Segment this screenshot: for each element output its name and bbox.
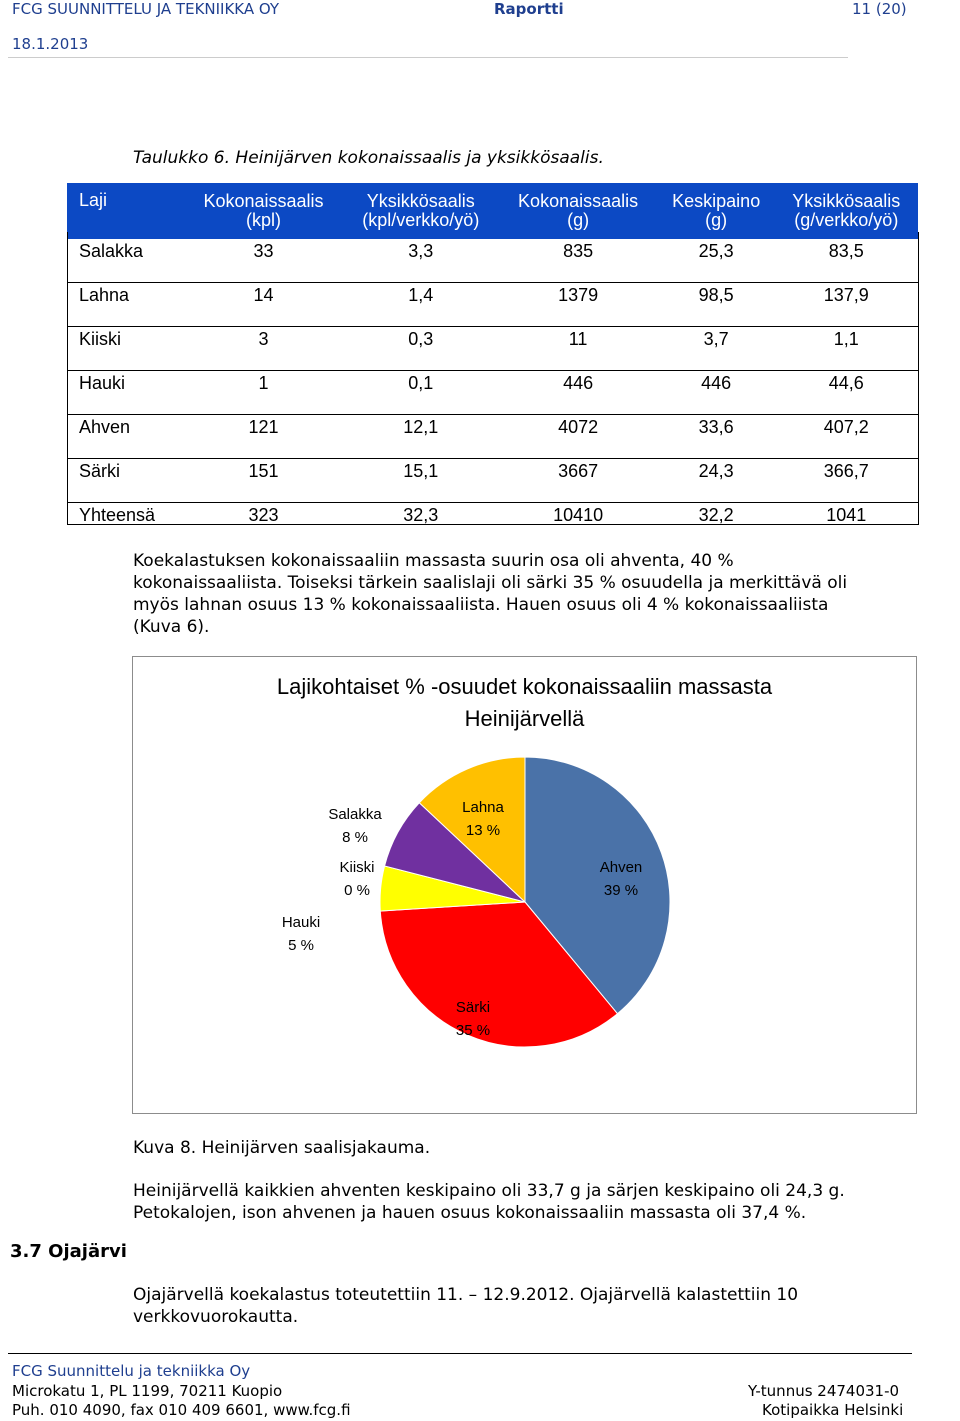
- table-cell: 32,2: [658, 503, 775, 547]
- slice-label-percent: 35 %: [455, 1022, 491, 1039]
- table-cell: 24,3: [658, 459, 775, 503]
- text-line: Heinijärvellä kaikkien ahventen keskipaino oli 33,7 g ja särjen keskipaino oli 24,3 g.: [133, 1181, 845, 1201]
- table-cell: 3: [184, 327, 343, 371]
- text-line: kokonaissaaliista. Toiseksi tärkein saalislaji oli särki 35 % osuudella ja merkittävä oli: [133, 573, 848, 593]
- table-row: [67, 283, 918, 327]
- table-cell: 446: [658, 371, 775, 415]
- table-cell: Särki: [67, 459, 184, 503]
- slice-label-percent: 0 %: [344, 882, 370, 899]
- table-cell: 1,1: [775, 327, 918, 371]
- text-line: myös lahnan osuus 13 % kokonaissaaliista. Hauen osuus oli 4 % kokonaissaaliista: [133, 595, 829, 615]
- footer-business-id: Y-tunnus 2474031-0: [748, 1382, 900, 1400]
- table-caption: Taulukko 6. Heinijärven kokonaissaalis ja yksikkösaalis.: [133, 148, 604, 168]
- slice-label-name: Hauki: [281, 914, 321, 931]
- table-cell: 446: [498, 371, 657, 415]
- table-row: [67, 239, 918, 283]
- table-row: [67, 327, 918, 371]
- header-yksikkosaalis-g: Yksikkösaalis (g/verkko/yö): [775, 183, 918, 239]
- slice-label-name: Lahna: [462, 799, 504, 816]
- pie-chart-frame: [132, 656, 917, 1114]
- text-line: verkkovuorokautta.: [133, 1307, 299, 1327]
- footer-phone: Puh. 010 4090, fax 010 409 6601, www.fcg.fi: [12, 1401, 351, 1419]
- table-row: [67, 503, 918, 547]
- table-cell: 15,1: [343, 459, 498, 503]
- catch-table: [67, 183, 918, 546]
- pie-chart: [133, 657, 916, 1113]
- table-cell: Ahven: [67, 415, 184, 459]
- header-divider: [8, 57, 848, 58]
- table-cell: 12,1: [343, 415, 498, 459]
- table-cell: 1,4: [343, 283, 498, 327]
- slice-label-percent: 8 %: [342, 829, 368, 846]
- header-yksikkosaalis-kpl: Yksikkösaalis (kpl/verkko/yö): [343, 183, 498, 239]
- table-cell: 4072: [498, 415, 657, 459]
- table-cell: 151: [184, 459, 343, 503]
- table-cell: 1: [184, 371, 343, 415]
- table-cell: 3,7: [658, 327, 775, 371]
- paragraph-weights: [133, 1180, 845, 1224]
- table-cell: 1379: [498, 283, 657, 327]
- table-cell: 137,9: [775, 283, 918, 327]
- header-company: FCG SUUNNITTELU JA TEKNIIKKA OY: [12, 0, 280, 18]
- table-cell: 323: [184, 503, 343, 547]
- table-cell: 33: [253, 241, 274, 261]
- table-cell: 3667: [498, 459, 657, 503]
- table-cell: Lahna: [67, 283, 184, 327]
- slice-label-percent: 13 %: [465, 822, 501, 839]
- footer-address: Microkatu 1, PL 1199, 70211 Kuopio: [12, 1382, 283, 1400]
- table-cell: 98,5: [658, 283, 775, 327]
- table-cell: 835: [563, 241, 594, 261]
- table-cell: 83,5: [828, 241, 864, 261]
- header-kokonaissaalis-kpl: Kokonaissaalis (kpl): [184, 183, 343, 239]
- table-cell: 407,2: [775, 415, 918, 459]
- paragraph-ojajarvi: [133, 1284, 798, 1328]
- slice-label-name: Salakka: [328, 806, 382, 823]
- table-cell: 14: [184, 283, 343, 327]
- section-title: 3.7 Ojajärvi: [10, 1241, 127, 1262]
- table-header-row: [67, 183, 918, 239]
- slice-label-percent: 5 %: [288, 937, 314, 954]
- table-cell: Salakka: [79, 241, 144, 261]
- table-cell: 366,7: [775, 459, 918, 503]
- table-cell: 3,3: [408, 241, 434, 261]
- chart-title-line-1: Lajikohtaiset % -osuudet kokonaissaaliin massasta: [276, 674, 773, 699]
- table-cell: Yhteensä: [67, 503, 184, 547]
- footer-divider: [8, 1353, 912, 1354]
- table-cell: 0,1: [343, 371, 498, 415]
- table-row: [67, 415, 918, 459]
- table-cell: 33,6: [658, 415, 775, 459]
- slice-label-name: Ahven: [599, 859, 643, 876]
- header-page-number: 11 (20): [852, 0, 907, 18]
- slice-label-name: Kiiski: [339, 859, 375, 876]
- table-row: [67, 371, 918, 415]
- text-line: Ojajärvellä koekalastus toteutettiin 11. – 12.9.2012. Ojajärvellä kalastettiin 10: [133, 1285, 799, 1305]
- table-cell: 1041: [775, 503, 918, 547]
- table-cell: Kiiski: [67, 327, 184, 371]
- header-keskipaino: Keskipaino (g): [658, 183, 775, 239]
- figure-caption: Kuva 8. Heinijärven saalisjakauma.: [133, 1138, 431, 1158]
- table-cell: 11: [498, 327, 657, 371]
- slice-label-name: Särki: [455, 999, 491, 1016]
- table-cell: 32,3: [343, 503, 498, 547]
- header-kokonaissaalis-g: Kokonaissaalis (g): [498, 183, 657, 239]
- text-line: Koekalastuksen kokonaissaaliin massasta suurin osa oli ahventa, 40 %: [133, 551, 734, 571]
- header-doc-type: Raportti: [494, 0, 564, 18]
- text-line: Petokalojen, ison ahvenen ja hauen osuus kokonaissaaliin massasta oli 37,4 %.: [133, 1203, 807, 1223]
- slice-label-percent: 39 %: [603, 882, 639, 899]
- table-cell: 121: [184, 415, 343, 459]
- footer-company: FCG Suunnittelu ja tekniikka Oy: [12, 1362, 251, 1380]
- header-date: 18.1.2013: [12, 35, 89, 53]
- chart-title-line-2: Heinijärvellä: [464, 706, 585, 731]
- table-row: [67, 459, 918, 503]
- paragraph-catch-summary: [133, 550, 847, 638]
- text-line: (Kuva 6).: [133, 617, 210, 637]
- table-cell: 0,3: [343, 327, 498, 371]
- table-cell: Hauki: [67, 371, 184, 415]
- table-cell: 10410: [498, 503, 657, 547]
- table-cell: 44,6: [775, 371, 918, 415]
- table-cell: 25,3: [698, 241, 734, 261]
- header-laji: Laji: [67, 183, 184, 239]
- footer-domicile: Kotipaikka Helsinki: [762, 1401, 904, 1419]
